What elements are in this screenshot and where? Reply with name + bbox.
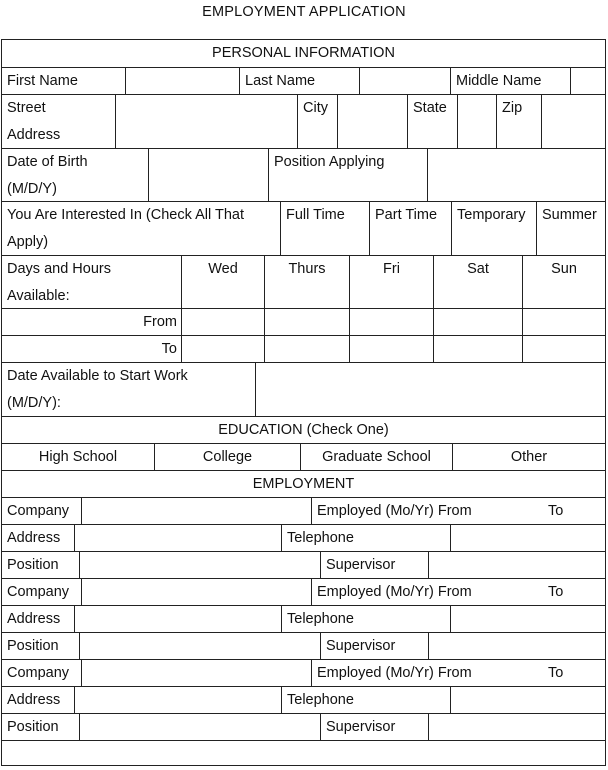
employed-to-label: To <box>548 665 564 681</box>
sun-from-field[interactable] <box>522 309 605 335</box>
first-name-label: First Name <box>7 73 78 89</box>
company-label: Company <box>7 503 70 519</box>
education-high-school[interactable]: High School <box>38 449 118 465</box>
interest-label-cont: Apply) <box>7 234 49 250</box>
employer-1-position-row <box>2 552 605 579</box>
section-heading-employment: EMPLOYMENT <box>252 476 355 492</box>
employer-3-position-row <box>2 714 605 741</box>
employer-address-field[interactable] <box>74 606 281 632</box>
wed-from-field[interactable] <box>181 309 264 335</box>
employer-address-label: Address <box>7 611 61 627</box>
employer-2-company-row <box>2 579 605 606</box>
available-label: Available: <box>7 288 70 304</box>
summer-option[interactable]: Summer <box>536 202 605 255</box>
employer-address-label: Address <box>7 530 61 546</box>
interest-label-group <box>2 202 280 255</box>
employed-from-label: Employed (Mo/Yr) From <box>317 665 472 681</box>
telephone-label: Telephone <box>281 606 450 632</box>
zip-label: Zip <box>496 95 541 148</box>
hours-to-row <box>2 336 605 363</box>
dob-format-label: (M/D/Y) <box>7 181 57 197</box>
employer-1-address-row <box>2 525 605 552</box>
company-field[interactable] <box>81 660 311 686</box>
telephone-field[interactable] <box>450 687 605 713</box>
fri-from-field[interactable] <box>349 309 433 335</box>
employed-from-label: Employed (Mo/Yr) From <box>317 584 472 600</box>
dob-label-group <box>2 149 148 201</box>
address-row <box>2 95 605 149</box>
employed-from-group[interactable] <box>311 660 605 686</box>
section-heading-personal: PERSONAL INFORMATION <box>212 45 395 61</box>
last-name-field[interactable] <box>359 68 450 94</box>
part-time-option[interactable]: Part Time <box>369 202 451 255</box>
full-time-option[interactable]: Full Time <box>280 202 369 255</box>
personal-info-header-row <box>2 40 605 68</box>
day-wed: Wed <box>181 256 264 308</box>
sat-to-field[interactable] <box>433 336 522 362</box>
middle-name-label: Middle Name <box>450 68 570 94</box>
position-label: Position <box>7 557 59 573</box>
blank-row[interactable] <box>2 741 605 765</box>
thurs-from-field[interactable] <box>264 309 349 335</box>
employment-header-row <box>2 471 605 498</box>
middle-name-field[interactable] <box>570 68 605 94</box>
position-applying-label: Position Applying <box>268 149 427 201</box>
days-hours-label-group <box>2 256 181 308</box>
interest-row <box>2 202 605 256</box>
sat-from-field[interactable] <box>433 309 522 335</box>
education-options-row <box>2 444 605 471</box>
temporary-option[interactable]: Temporary <box>451 202 536 255</box>
employed-to-label: To <box>548 584 564 600</box>
supervisor-field[interactable] <box>428 552 605 578</box>
employer-2-position-row <box>2 633 605 660</box>
education-college[interactable]: College <box>154 444 300 470</box>
day-fri: Fri <box>349 256 433 308</box>
days-row <box>2 256 605 309</box>
telephone-field[interactable] <box>450 606 605 632</box>
to-label: To <box>161 341 177 357</box>
employer-1-company-row <box>2 498 605 525</box>
employer-address-label: Address <box>7 692 61 708</box>
address-label: Address <box>7 127 61 143</box>
telephone-label: Telephone <box>281 525 450 551</box>
position-applying-field[interactable] <box>427 149 605 201</box>
employed-from-label: Employed (Mo/Yr) From <box>317 503 472 519</box>
company-field[interactable] <box>81 579 311 605</box>
position-field[interactable] <box>79 552 320 578</box>
employed-from-group[interactable] <box>311 579 605 605</box>
supervisor-field[interactable] <box>428 633 605 659</box>
education-other[interactable]: Other <box>452 444 605 470</box>
employer-2-address-row <box>2 606 605 633</box>
start-date-row <box>2 363 605 417</box>
day-sun: Sun <box>522 256 605 308</box>
state-label: State <box>407 95 457 148</box>
sun-to-field[interactable] <box>522 336 605 362</box>
wed-to-field[interactable] <box>181 336 264 362</box>
days-hours-label: Days and Hours <box>7 261 111 277</box>
hours-from-row <box>2 309 605 336</box>
position-label: Position <box>7 719 59 735</box>
education-header-row <box>2 417 605 444</box>
supervisor-field[interactable] <box>428 714 605 740</box>
employer-3-company-row <box>2 660 605 687</box>
form-title: EMPLOYMENT APPLICATION <box>202 4 406 20</box>
employer-address-field[interactable] <box>74 525 281 551</box>
company-field[interactable] <box>81 498 311 524</box>
section-heading-education: EDUCATION (Check One) <box>218 422 389 438</box>
telephone-label: Telephone <box>281 687 450 713</box>
first-name-field[interactable] <box>125 68 239 94</box>
last-name-label: Last Name <box>239 68 359 94</box>
state-field[interactable] <box>457 95 496 148</box>
name-row <box>2 68 605 95</box>
zip-field[interactable] <box>541 95 605 148</box>
supervisor-label: Supervisor <box>320 552 428 578</box>
street-address-field[interactable] <box>115 95 297 148</box>
supervisor-label: Supervisor <box>320 714 428 740</box>
supervisor-label: Supervisor <box>320 633 428 659</box>
dob-label: Date of Birth <box>7 154 88 170</box>
position-field[interactable] <box>79 633 320 659</box>
from-label: From <box>143 314 177 330</box>
street-label: Street <box>7 100 46 116</box>
employer-address-field[interactable] <box>74 687 281 713</box>
employed-to-label: To <box>548 503 564 519</box>
start-date-format-label: (M/D/Y): <box>7 395 61 411</box>
company-label: Company <box>7 665 70 681</box>
start-date-field[interactable] <box>255 363 605 416</box>
telephone-field[interactable] <box>450 525 605 551</box>
employed-from-group[interactable] <box>311 498 605 524</box>
start-date-label-group <box>2 363 255 416</box>
application-form <box>1 39 606 766</box>
dob-field[interactable] <box>148 149 268 201</box>
position-label: Position <box>7 638 59 654</box>
employer-3-address-row <box>2 687 605 714</box>
city-field[interactable] <box>337 95 407 148</box>
street-address-label <box>2 95 115 148</box>
company-label: Company <box>7 584 70 600</box>
day-sat: Sat <box>433 256 522 308</box>
interest-label: You Are Interested In (Check All That <box>7 207 244 223</box>
city-label: City <box>297 95 337 148</box>
thurs-to-field[interactable] <box>264 336 349 362</box>
fri-to-field[interactable] <box>349 336 433 362</box>
position-field[interactable] <box>79 714 320 740</box>
start-date-label: Date Available to Start Work <box>7 368 188 384</box>
day-thurs: Thurs <box>264 256 349 308</box>
education-graduate-school[interactable]: Graduate School <box>300 444 452 470</box>
dob-row <box>2 149 605 202</box>
